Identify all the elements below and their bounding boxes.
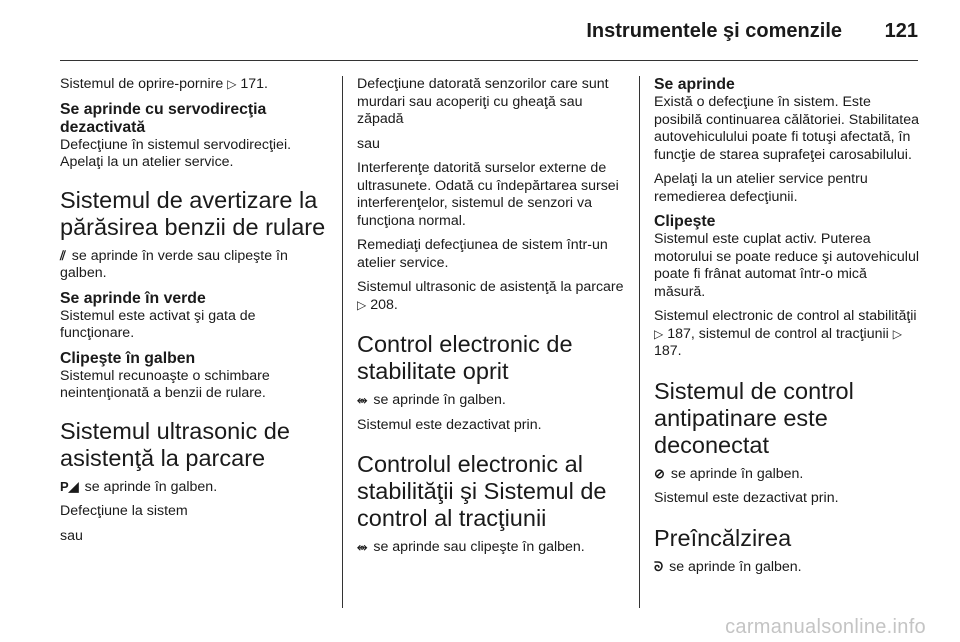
traction-control-icon: ⥈: [357, 539, 368, 554]
page-ref-link[interactable]: 187.: [654, 343, 682, 359]
lane-text: ⫽ se aprinde în verde sau clipeşte în galben.: [60, 247, 288, 281]
sensors-text: Defecţiune datorată senzorilor care sunt murdari sau acoperiţi cu gheaţă sau zăpadă: [357, 76, 609, 127]
lane-departure-icon: ⫽: [60, 247, 66, 263]
header-title: Instrumentele şi comenzile: [586, 20, 842, 42]
tcoff-text-2: Sistemul este dezactivat prin.: [654, 490, 839, 506]
yellow-text: Sistemul recunoaşte o schimbare neintenţionată a benzii de rulare.: [60, 367, 270, 401]
page-ref-link[interactable]: 171.: [240, 76, 268, 92]
page-number: 121: [884, 20, 918, 42]
page-ref-arrow-icon: ▷: [654, 326, 664, 341]
watermark: carmanualsonline.info: [725, 616, 926, 638]
column-divider-2: [639, 76, 640, 608]
heading-parking: Sistemul ultrasonic de asistenţă la parcare: [60, 417, 290, 471]
heading-yellow: Clipeşte în galben: [60, 349, 196, 367]
esc-off-text: Sistemul este dezactivat prin.: [357, 416, 542, 433]
tc-text: ⥈ se aprinde sau clipeşte în galben.: [357, 539, 585, 555]
header-rule: [60, 60, 918, 61]
flashes-text-2: Sistemul electronic de control al stabilităţii ▷ 187, sistemul de control al tracţiunii ▷ 187.: [654, 308, 917, 359]
heading-lights-on: Se aprinde: [654, 76, 735, 93]
heading-preheat: Preîncălzirea: [654, 524, 792, 551]
steering-text: Defecţiune în sistemul servodirecţiei. Apelaţi la un atelier service.: [60, 136, 292, 170]
page-ref-arrow-icon: ▷: [892, 326, 902, 341]
fault-text: Defecţiune la sistem: [60, 503, 188, 519]
esc-off-icon: ⥈: [357, 392, 368, 407]
intro-paragraph: Sistemul de oprire-pornire ▷ 171.: [60, 76, 268, 92]
heading-steering: Se aprinde cu servodirecţia dezactivată: [60, 100, 267, 136]
or-text: sau: [60, 527, 83, 544]
glow-plug-icon: ᘐ: [654, 558, 664, 574]
lights-on-text-2: Apelaţi la un atelier service pentru remedierea defecţiunii.: [654, 171, 868, 205]
heading-esc-off: Control electronic de stabilitate oprit: [357, 331, 573, 384]
column-divider-1: [342, 76, 343, 608]
heading-traction-off: Sistemul de control antipatinare este deconectat: [654, 377, 854, 458]
ultra-text: Sistemul ultrasonic de asistenţă la parcare ▷ 208.: [357, 279, 624, 313]
page-header: [0, 0, 960, 60]
flashes-text-1: Sistemul este cuplat activ. Puterea motorului se poate reduce şi autovehiculul poate fi frânat automat într-o mică măsură.: [654, 231, 919, 300]
esc-text: ⥈ se aprinde în galben.: [357, 392, 506, 408]
heading-flashes: Clipeşte: [654, 213, 716, 230]
tcoff-text: ⊘ se aprinde în galben.: [654, 465, 804, 482]
remedy-text: Remediaţi defecţiunea de sistem într-un atelier service.: [357, 237, 608, 271]
page-ref-arrow-icon: ▷: [227, 77, 237, 91]
traction-off-icon: ⊘: [654, 465, 665, 481]
page-ref-arrow-icon: ▷: [357, 297, 367, 312]
page-ref-link[interactable]: 208.: [370, 296, 398, 313]
page-ref-link[interactable]: 187, sistemul de control al tracţiunii: [667, 325, 889, 342]
interference-text: Interferenţe datorită surselor externe de ultrasunete. Odată cu îndepărtarea sursei interferenţelor, sistemul de senzori va funcţiona normal.: [357, 160, 619, 229]
parking-text: P◢ se aprinde în galben.: [60, 478, 218, 495]
heading-green: Se aprinde în verde: [60, 289, 206, 307]
preheat-text: ᘐ se aprinde în galben.: [654, 558, 802, 575]
column-3: [654, 76, 922, 583]
parking-assist-icon: P◢: [60, 478, 79, 494]
heading-traction-control: Controlul electronic al stabilităţii şi Sistemul de control al tracţiunii: [357, 451, 607, 531]
column-1: [60, 76, 328, 552]
lights-on-text-1: Există o defecţiune în sistem. Este posibilă continuarea călătoriei. Stabilitatea autovehiculului poate fi totuşi afectată, în funcţie de starea suprafeţei carosabilului.: [654, 94, 919, 163]
heading-lane-departure: Sistemul de avertizare la părăsirea benzii de rulare: [60, 186, 326, 240]
column-2: [357, 76, 625, 564]
green-text: Sistemul este activat şi gata de funcţionare.: [60, 307, 256, 341]
or-text-2: sau: [357, 135, 380, 152]
